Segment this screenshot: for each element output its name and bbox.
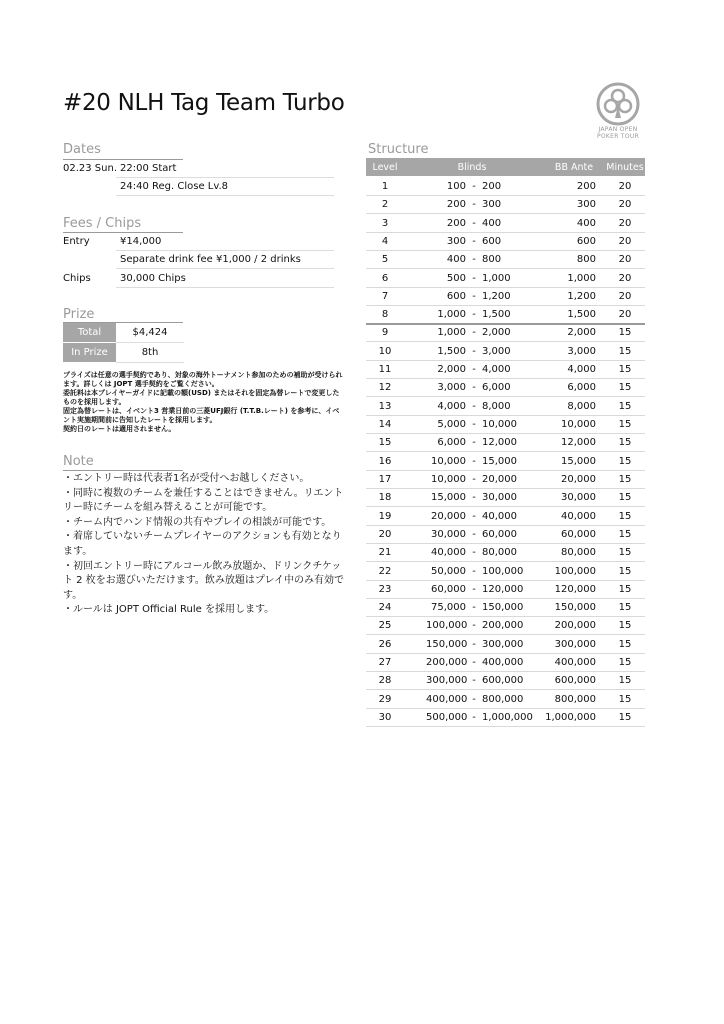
divider xyxy=(63,232,183,233)
table-row xyxy=(366,653,645,672)
drink-note: Separate drink fee ¥1,000 / 2 drinks xyxy=(120,254,301,265)
level-cell: 12 xyxy=(378,382,392,394)
level-cell: 20 xyxy=(378,528,392,540)
small-blind-cell: 200 xyxy=(446,199,466,211)
note-item: ・ルールは JOPT Official Rule を採用します。 xyxy=(63,604,275,616)
level-cell: 27 xyxy=(378,657,392,669)
small-blind-cell: 200,000 xyxy=(426,657,468,669)
bb-ante-cell: 3,000 xyxy=(567,345,596,357)
bb-ante-cell: 200 xyxy=(576,181,596,192)
big-blind-cell: 800,000 xyxy=(482,693,524,705)
level-cell: 3 xyxy=(381,217,389,229)
level-cell: 5 xyxy=(381,254,389,266)
level-cell: 8 xyxy=(381,309,389,321)
level-cell: 15 xyxy=(378,437,392,449)
bb-ante-cell: 120,000 xyxy=(554,583,596,595)
page-title: #20 NLH Tag Team Turbo xyxy=(63,90,345,116)
small-blind-cell: 50,000 xyxy=(431,565,466,577)
table-row xyxy=(366,397,645,416)
minutes-cell: 20 xyxy=(618,309,632,321)
chips-label: Chips xyxy=(63,273,91,284)
bb-ante-cell: 100,000 xyxy=(554,565,596,577)
minutes-cell: 20 xyxy=(618,199,632,211)
small-blind-cell: 400,000 xyxy=(426,693,468,705)
big-blind-cell: 1,500 xyxy=(482,309,511,321)
bb-ante-cell: 400 xyxy=(576,217,596,229)
minutes-cell: 15 xyxy=(618,620,632,632)
big-blind-cell: 8,000 xyxy=(482,400,511,412)
small-blind-cell: 5,000 xyxy=(437,419,466,431)
minutes-cell: 15 xyxy=(618,364,632,376)
big-blind-cell: 15,000 xyxy=(482,455,517,467)
col-level: Level xyxy=(372,162,398,173)
level-cell: 16 xyxy=(378,455,392,467)
table-row xyxy=(366,708,645,727)
minutes-cell: 15 xyxy=(618,327,632,339)
level-cell: 28 xyxy=(378,675,392,687)
minutes-cell: 15 xyxy=(618,602,632,614)
blind-separator: - xyxy=(472,327,476,339)
level-cell: 19 xyxy=(378,510,392,522)
table-row xyxy=(366,470,645,489)
level-cell: 26 xyxy=(378,638,392,650)
big-blind-cell: 120,000 xyxy=(482,583,524,595)
entry-value: ¥14,000 xyxy=(120,236,162,247)
divider xyxy=(116,362,184,363)
minutes-cell: 15 xyxy=(618,712,632,723)
small-blind-cell: 30,000 xyxy=(431,528,466,540)
note-item: ・初回エントリー時にアルコール飲み放題か、ドリンクチケット 2 枚をお選びいただけます。飲み放題はプレイ中のみ有効です。 xyxy=(63,560,345,601)
small-blind-cell: 300 xyxy=(446,235,466,247)
small-blind-cell: 4,000 xyxy=(437,400,466,412)
bb-ante-cell: 12,000 xyxy=(561,437,596,449)
big-blind-cell: 800 xyxy=(482,254,502,266)
table-row xyxy=(366,305,645,325)
blind-separator: - xyxy=(472,693,476,705)
big-blind-cell: 30,000 xyxy=(482,492,517,504)
big-blind-cell: 1,000,000 xyxy=(482,712,533,723)
blind-separator: - xyxy=(472,675,476,687)
structure-heading: Structure xyxy=(368,142,429,157)
bb-ante-cell: 6,000 xyxy=(567,382,596,394)
dates-day: 02.23 Sun. xyxy=(63,163,118,174)
small-blind-cell: 15,000 xyxy=(431,492,466,504)
minutes-cell: 15 xyxy=(618,419,632,431)
table-row xyxy=(366,671,645,690)
bb-ante-cell: 4,000 xyxy=(567,364,596,376)
fine-print-line: 固定為替レートは、イベント3 営業日前の三菱UFJ銀行 (T.T.B.レート) を参考に、イベント実施期間前に告知したレートを採用します。 xyxy=(63,407,340,424)
blind-separator: - xyxy=(472,199,476,211)
minutes-cell: 15 xyxy=(618,455,632,467)
bb-ante-cell: 300,000 xyxy=(554,638,596,650)
small-blind-cell: 1,500 xyxy=(437,345,466,357)
dates-heading: Dates xyxy=(63,142,101,157)
big-blind-cell: 200,000 xyxy=(482,620,524,632)
small-blind-cell: 400 xyxy=(446,254,466,266)
note-item: ・同時に複数のチームを兼任することはできません。リエントリー時にチームを組み替えることが可能です。 xyxy=(63,487,344,514)
small-blind-cell: 150,000 xyxy=(426,638,468,650)
blind-separator: - xyxy=(472,382,476,394)
prize-inprize-value: 8th xyxy=(141,347,159,358)
bb-ante-cell: 400,000 xyxy=(554,657,596,669)
blind-separator: - xyxy=(472,583,476,595)
divider xyxy=(116,287,334,288)
level-cell: 2 xyxy=(381,199,389,211)
big-blind-cell: 6,000 xyxy=(482,382,511,394)
table-row xyxy=(366,507,645,526)
small-blind-cell: 3,000 xyxy=(437,382,466,394)
bb-ante-cell: 40,000 xyxy=(561,510,596,522)
big-blind-cell: 12,000 xyxy=(482,437,517,449)
blind-separator: - xyxy=(472,400,476,412)
blind-separator: - xyxy=(472,254,476,266)
table-row xyxy=(366,195,645,214)
blind-separator: - xyxy=(472,345,476,357)
minutes-cell: 15 xyxy=(618,638,632,650)
minutes-cell: 15 xyxy=(618,510,632,522)
table-row xyxy=(366,214,645,233)
big-blind-cell: 3,000 xyxy=(482,345,511,357)
note-item: ・着席していないチームプレイヤーのアクションも有効となります。 xyxy=(63,531,342,557)
level-cell: 23 xyxy=(378,583,392,595)
minutes-cell: 20 xyxy=(618,290,632,302)
table-row xyxy=(366,342,645,361)
small-blind-cell: 100,000 xyxy=(426,620,468,632)
level-cell: 14 xyxy=(378,419,392,431)
dates-close: 24:40 Reg. Close Lv.8 xyxy=(120,181,229,192)
minutes-cell: 15 xyxy=(618,528,632,540)
big-blind-cell: 600,000 xyxy=(482,675,524,687)
blind-separator: - xyxy=(472,290,476,302)
minutes-cell: 15 xyxy=(618,693,632,705)
structure-table-header xyxy=(366,158,645,176)
big-blind-cell: 60,000 xyxy=(482,528,517,540)
minutes-cell: 15 xyxy=(618,437,632,449)
jopt-logo xyxy=(590,82,646,140)
blind-separator: - xyxy=(472,565,476,577)
minutes-cell: 15 xyxy=(618,675,632,687)
big-blind-cell: 2,000 xyxy=(482,327,511,339)
bb-ante-cell: 1,200 xyxy=(567,290,596,302)
minutes-cell: 15 xyxy=(618,547,632,559)
club-emblem-icon xyxy=(596,82,640,126)
blind-separator: - xyxy=(472,473,476,485)
table-row xyxy=(366,580,645,599)
small-blind-cell: 40,000 xyxy=(431,547,466,559)
level-cell: 22 xyxy=(378,565,392,577)
bb-ante-cell: 30,000 xyxy=(561,492,596,504)
level-cell: 13 xyxy=(378,400,392,412)
bb-ante-cell: 20,000 xyxy=(561,473,596,485)
prize-total-label: Total xyxy=(63,323,116,342)
big-blind-cell: 300 xyxy=(482,199,502,211)
blind-separator: - xyxy=(472,272,476,284)
minutes-cell: 15 xyxy=(618,382,632,394)
level-cell: 17 xyxy=(378,473,392,485)
fine-print-line: 契約日のレートは適用されません。 xyxy=(63,425,176,433)
small-blind-cell: 20,000 xyxy=(431,510,466,522)
bb-ante-cell: 8,000 xyxy=(567,400,596,412)
level-cell: 24 xyxy=(378,602,392,614)
note-list xyxy=(63,472,348,618)
small-blind-cell: 10,000 xyxy=(431,473,466,485)
table-row xyxy=(366,360,645,379)
big-blind-cell: 1,200 xyxy=(482,290,511,302)
prize-inprize-label: In Prize xyxy=(63,343,116,362)
small-blind-cell: 75,000 xyxy=(431,602,466,614)
bb-ante-cell: 15,000 xyxy=(561,455,596,467)
col-blinds: Blinds xyxy=(457,162,487,173)
small-blind-cell: 300,000 xyxy=(426,675,468,687)
table-row xyxy=(366,525,645,544)
note-item: ・エントリー時は代表者1名が受付へお越しください。 xyxy=(63,473,310,484)
fine-print-line: プライズは任意の選手契約であり、対象の海外トーナメント参加のための補助が受けられます。詳しくは JOPT 選手契約をご覧ください。 xyxy=(63,371,343,388)
bb-ante-cell: 600,000 xyxy=(554,675,596,687)
big-blind-cell: 100,000 xyxy=(482,565,524,577)
divider xyxy=(63,159,183,160)
level-cell: 30 xyxy=(378,712,392,723)
bb-ante-cell: 1,500 xyxy=(567,309,596,321)
table-row xyxy=(366,452,645,471)
blind-separator: - xyxy=(472,620,476,632)
blind-separator: - xyxy=(472,492,476,504)
level-cell: 11 xyxy=(378,364,392,376)
level-cell: 21 xyxy=(378,547,392,559)
col-ante: BB Ante xyxy=(554,162,594,173)
big-blind-cell: 40,000 xyxy=(482,510,517,522)
table-row xyxy=(366,269,645,288)
bb-ante-cell: 1,000,000 xyxy=(545,712,596,723)
level-cell: 1 xyxy=(381,181,389,192)
small-blind-cell: 1,000 xyxy=(437,309,466,321)
logo-line1: JAPAN OPEN xyxy=(598,126,638,133)
prize-fine-print xyxy=(63,371,345,434)
big-blind-cell: 400 xyxy=(482,217,502,229)
bb-ante-cell: 10,000 xyxy=(561,419,596,431)
big-blind-cell: 300,000 xyxy=(482,638,524,650)
table-row xyxy=(366,177,645,196)
table-row xyxy=(366,488,645,507)
blind-separator: - xyxy=(472,657,476,669)
prize-total-value: $4,424 xyxy=(132,327,168,338)
small-blind-cell: 10,000 xyxy=(431,455,466,467)
table-row xyxy=(366,378,645,397)
level-cell: 18 xyxy=(378,492,392,504)
note-item: ・チーム内でハンド情報の共有やプレイの相談が可能です。 xyxy=(63,516,332,528)
bb-ante-cell: 300 xyxy=(576,199,596,211)
minutes-cell: 15 xyxy=(618,345,632,357)
table-row xyxy=(366,598,645,617)
level-cell: 9 xyxy=(381,327,389,339)
table-row xyxy=(366,232,645,251)
table-row xyxy=(366,543,645,562)
small-blind-cell: 600 xyxy=(446,290,466,302)
minutes-cell: 20 xyxy=(618,235,632,247)
bb-ante-cell: 800,000 xyxy=(554,693,596,705)
small-blind-cell: 60,000 xyxy=(431,583,466,595)
minutes-cell: 15 xyxy=(618,492,632,504)
bb-ante-cell: 800 xyxy=(576,254,596,266)
small-blind-cell: 500,000 xyxy=(426,712,468,723)
minutes-cell: 15 xyxy=(618,400,632,412)
bb-ante-cell: 200,000 xyxy=(554,620,596,632)
blind-separator: - xyxy=(472,510,476,522)
big-blind-cell: 150,000 xyxy=(482,602,524,614)
bb-ante-cell: 60,000 xyxy=(561,528,596,540)
minutes-cell: 20 xyxy=(618,272,632,284)
entry-label: Entry xyxy=(63,236,90,247)
big-blind-cell: 80,000 xyxy=(482,547,517,559)
fees-heading: Fees / Chips xyxy=(63,216,142,231)
table-row xyxy=(366,616,645,635)
big-blind-cell: 4,000 xyxy=(482,364,511,376)
table-row xyxy=(366,433,645,452)
level-cell: 7 xyxy=(381,290,389,302)
level-cell: 6 xyxy=(381,272,389,284)
big-blind-cell: 400,000 xyxy=(482,657,524,669)
table-row xyxy=(366,562,645,581)
minutes-cell: 20 xyxy=(618,254,632,266)
blind-separator: - xyxy=(472,364,476,376)
minutes-cell: 15 xyxy=(618,657,632,669)
level-cell: 4 xyxy=(381,235,389,247)
level-cell: 25 xyxy=(378,620,392,632)
table-row xyxy=(366,250,645,269)
blind-separator: - xyxy=(472,638,476,650)
blind-separator: - xyxy=(472,712,476,723)
bb-ante-cell: 150,000 xyxy=(554,602,596,614)
divider xyxy=(116,195,334,196)
bb-ante-cell: 1,000 xyxy=(567,272,596,284)
divider xyxy=(116,250,334,251)
bb-ante-cell: 600 xyxy=(576,235,596,247)
minutes-cell: 15 xyxy=(618,565,632,577)
table-row xyxy=(366,635,645,654)
blind-separator: - xyxy=(472,309,476,321)
blind-separator: - xyxy=(472,217,476,229)
minutes-cell: 15 xyxy=(618,583,632,595)
minutes-cell: 20 xyxy=(618,181,632,192)
blind-separator: - xyxy=(472,235,476,247)
fine-print-line: 委託料は本プレイヤーガイドに記載の額(USD) またはそれを固定為替レートで変更したものを採用します。 xyxy=(63,389,340,406)
big-blind-cell: 600 xyxy=(482,235,502,247)
blind-separator: - xyxy=(472,455,476,467)
blind-separator: - xyxy=(472,419,476,431)
chips-value: 30,000 Chips xyxy=(120,273,186,284)
big-blind-cell: 1,000 xyxy=(482,272,511,284)
col-minutes: Minutes xyxy=(606,162,644,173)
bb-ante-cell: 80,000 xyxy=(561,547,596,559)
note-heading: Note xyxy=(63,454,94,469)
logo-line2: POKER TOUR xyxy=(596,133,640,140)
big-blind-cell: 200 xyxy=(482,181,502,192)
level-cell: 10 xyxy=(378,345,392,357)
bb-ante-cell: 2,000 xyxy=(567,327,596,339)
big-blind-cell: 10,000 xyxy=(482,419,517,431)
small-blind-cell: 200 xyxy=(446,217,466,229)
small-blind-cell: 500 xyxy=(446,272,466,284)
blind-separator: - xyxy=(472,528,476,540)
blind-separator: - xyxy=(472,437,476,449)
table-row xyxy=(366,323,645,342)
minutes-cell: 15 xyxy=(618,473,632,485)
level-cell: 29 xyxy=(378,693,392,705)
big-blind-cell: 20,000 xyxy=(482,473,517,485)
blind-separator: - xyxy=(472,602,476,614)
prize-heading: Prize xyxy=(63,307,95,322)
small-blind-cell: 100 xyxy=(446,181,466,192)
small-blind-cell: 6,000 xyxy=(437,437,466,449)
minutes-cell: 20 xyxy=(618,217,632,229)
small-blind-cell: 2,000 xyxy=(437,364,466,376)
table-row xyxy=(366,415,645,434)
blind-separator: - xyxy=(472,181,476,192)
table-row xyxy=(366,287,645,306)
divider xyxy=(116,177,334,178)
blind-separator: - xyxy=(472,547,476,559)
divider xyxy=(63,470,183,471)
small-blind-cell: 1,000 xyxy=(437,327,466,339)
divider xyxy=(116,268,334,269)
dates-start: 22:00 Start xyxy=(120,163,177,174)
table-row xyxy=(366,690,645,709)
